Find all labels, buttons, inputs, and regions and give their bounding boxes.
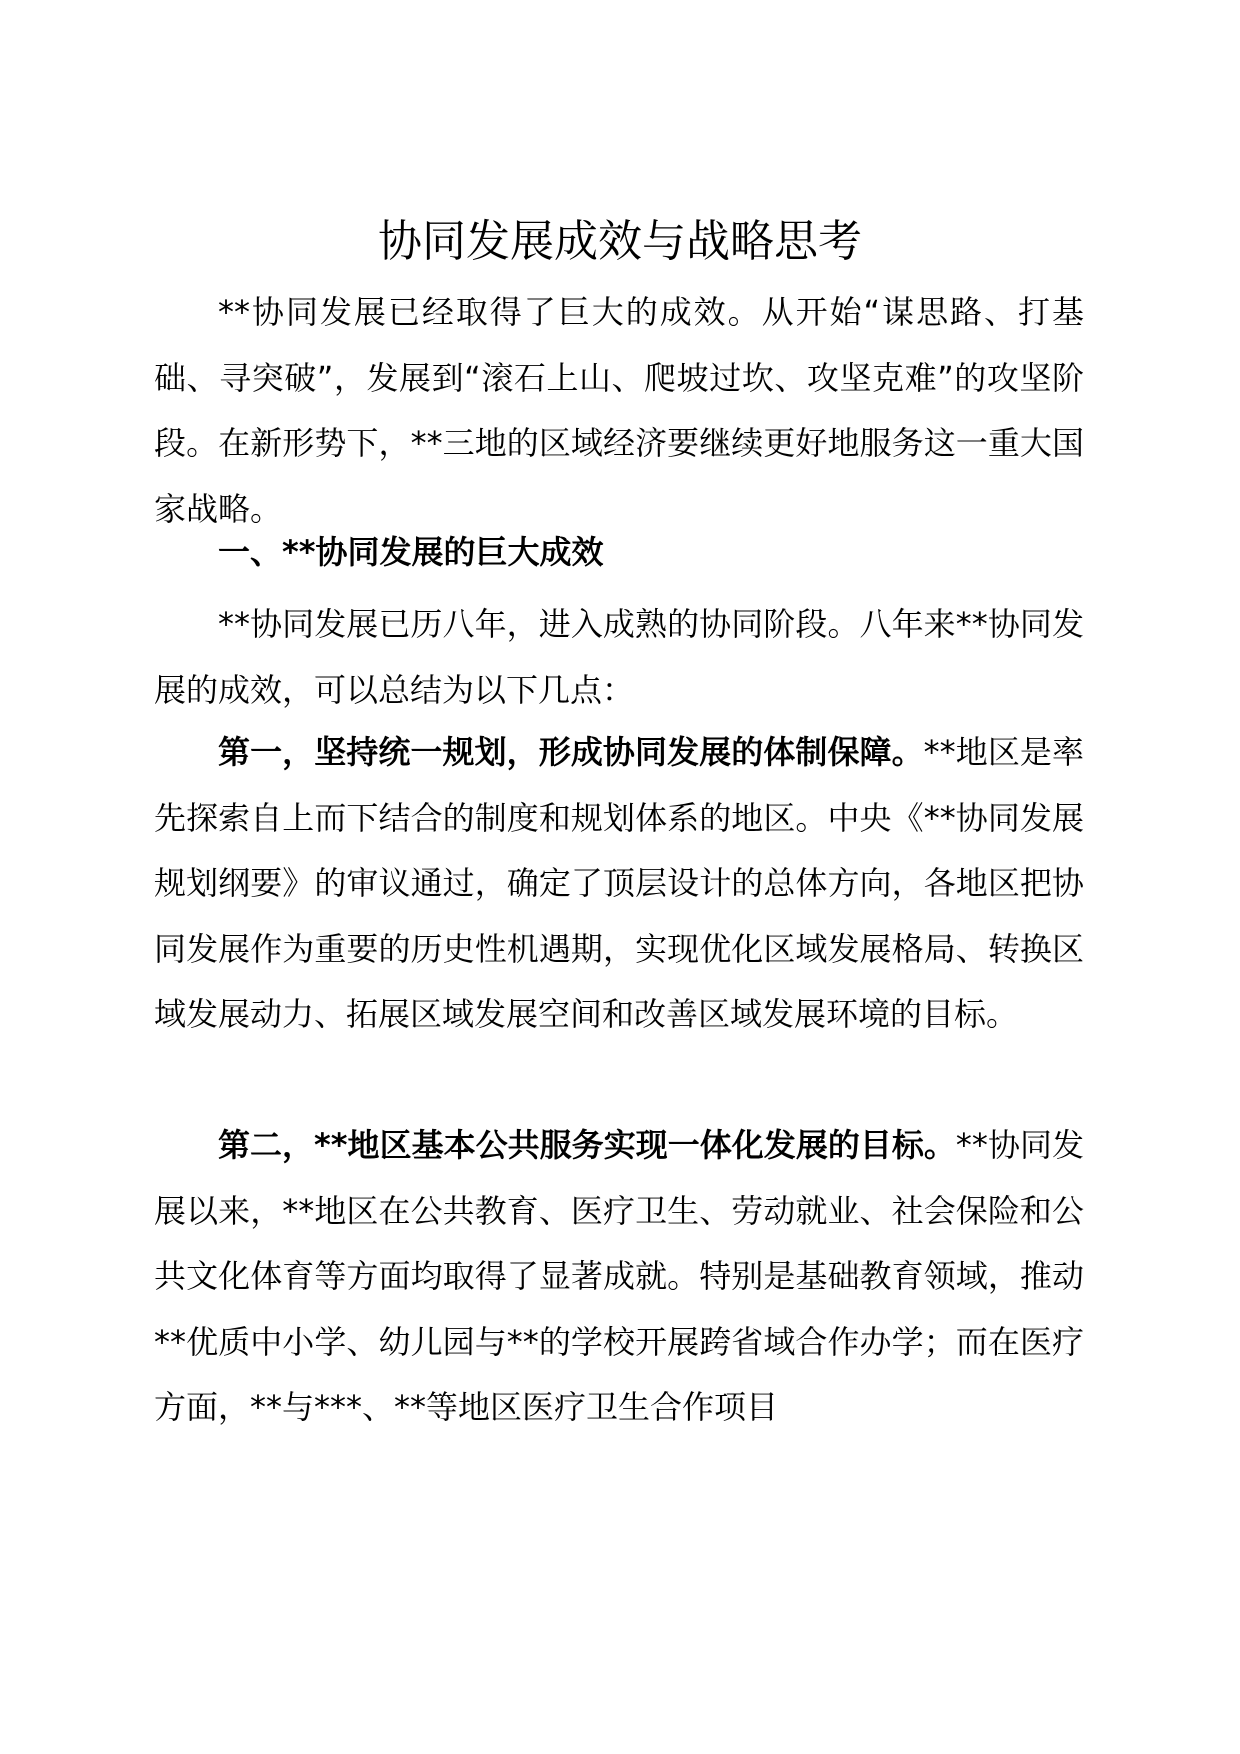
- point-two-lead: 第二，**地区基本公共服务实现一体化发展的目标。: [218, 1126, 956, 1164]
- document-title: 协同发展成效与战略思考: [378, 216, 862, 267]
- point-two-body: **协同发展以来，**地区在公共教育、医疗卫生、劳动就业、社会保险和公共文化体育等方面均取得了显著成就。特别是基础教育领域，推动**优质中小学、幼儿园与**的学校开展跨省域合作办学；而在医疗方面，**与***、**等地区医疗卫生合作项目: [154, 1126, 1084, 1426]
- point-two-paragraph: [154, 1113, 1084, 1441]
- section-heading: 一、**协同发展的巨大成效: [218, 533, 604, 571]
- point-one-paragraph: [154, 720, 1084, 1048]
- intro-paragraph: **协同发展已经取得了巨大的成效。从开始“谋思路、打基础、寻突破”，发展到“滚石上山、爬坡过坎、攻坚克难”的攻坚阶段。在新形势下，**三地的区域经济要继续更好地服务这一重大国家战略。: [154, 293, 1084, 528]
- point-one-lead: 第一，坚持统一规划，形成协同发展的体制保障。: [218, 733, 924, 771]
- section-intro-paragraph: **协同发展已历八年，进入成熟的协同阶段。八年来**协同发展的成效，可以总结为以下几点：: [154, 605, 1084, 709]
- point-one-body: **地区是率先探索自上而下结合的制度和规划体系的地区。中央《**协同发展规划纲要》的审议通过，确定了顶层设计的总体方向，各地区把协同发展作为重要的历史性机遇期，实现优化区域发展格局、转换区域发展动力、拓展区域发展空间和改善区域发展环境的目标。: [154, 733, 1084, 1033]
